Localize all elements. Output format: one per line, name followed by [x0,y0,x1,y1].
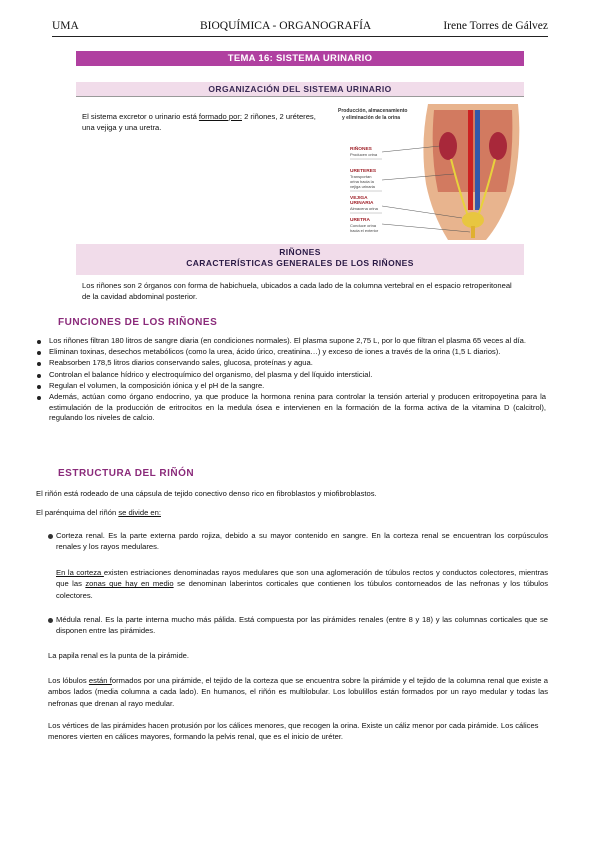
page-header [52,18,548,37]
kidney-left [439,132,457,160]
svg-text:vejiga urinaria: vejiga urinaria [350,184,375,189]
kidney-right [489,132,507,160]
lobulos-paragraph: Los lóbulos están formados por una pirámide, el tejido de la corteza que se encuentra sobre la pirámide y el tejido de la columna renal que existe a ambos lados (media columna a cada lado). En humanos, el riñón es multilobular. Los lobulillos están formados por un rayo medular y todas las nefronas que drenan al rayo medular. [48,676,548,708]
bullet-dot [48,618,53,623]
svg-text:Producen orina: Producen orina [350,152,378,157]
corteza-detail-paragraph: En la corteza existen estriaciones denominadas rayos medulares que son una aglomeración de túbulos rectos y conductos colectores, mientras que las zonas que hay en medio se denominan laberintos corticales que contienen los túbulos contorneados de las nefronas y los túbulos colectores. [56,568,548,600]
header-left: UMA [52,20,79,32]
funciones-heading: FUNCIONES DE LOS RIÑONES [58,317,218,328]
list-item: Además, actúan como órgano endocrino, ya que produce la hormona renina para controlar la tensión arterial y producen eritropoyetina para la estimulación de la producción de eritrocitos en la medula ósea e intervienen en la formación de la forma activa de la vitamina D (calcitrol), regulando los niveles de calcio. [36,392,546,424]
urinary-system-diagram [336,104,524,240]
list-item: Eliminan toxinas, desechos metabólicos (como la urea, ácido úrico, creatinina…) y exceso de iones a través de la orina (1,5 L diarios). [36,347,546,358]
section-heading-rinones [76,244,524,275]
caracteristicas-heading: CARACTERÍSTICAS GENERALES DE LOS RIÑONES [186,258,414,268]
estructura-paragraph-2: El parénquima del riñón se divide en: [36,508,161,517]
diagram-title-2: y eliminación de la orina [342,115,401,121]
funciones-list [36,336,546,424]
rinones-intro: Los riñones son 2 órganos con forma de habichuela, ubicados a cada lado de la columna vertebral en el espacio retroperitoneal de la cavidad abdominal posterior. [82,281,512,302]
corteza-paragraph: Corteza renal. Es la parte externa pardo rojiza, debido a su mayor contenido en sangre. En la corteza renal se encuentran los corpúsculos renales y los rayos medulares. [56,531,548,552]
svg-text:Conduce orina: Conduce orina [350,223,377,228]
header-center: BIOQUÍMICA - ORGANOGRAFÍA [200,20,372,32]
medula-paragraph: Médula renal. Es la parte interna mucho más pálida. Está compuesta por las pirámides renales (entre 8 y 18) y las columnas corticales que se disponen entre las pirámides. [56,615,548,636]
svg-text:VEJIGA: VEJIGA [350,196,368,201]
svg-text:URINARIA: URINARIA [350,201,374,206]
list-item: Los riñones filtran 180 litros de sangre diaria (en condiciones normales). El plasma supone 2,75 L, por lo que filtran el plasma 65 veces al día. [36,336,546,347]
svg-text:orina hacia la: orina hacia la [350,179,374,184]
svg-text:Almacena orina: Almacena orina [350,206,378,211]
papila-paragraph: La papila renal es la punta de la pirámide. [48,651,189,660]
bullet-dot [48,534,53,539]
rinones-heading: RIÑONES [279,247,321,257]
header-right: Irene Torres de Gálvez [443,20,548,32]
svg-text:RIÑONES: RIÑONES [350,147,372,152]
estructura-paragraph-1: El riñón está rodeado de una cápsula de tejido conectivo denso rico en fibroblastos y miofibroblastos. [36,489,377,498]
list-item: Reabsorben 178,5 litros diarios conservando sales, glucosa, proteínas y agua. [36,358,546,369]
list-item: Regulan el volumen, la composición iónica y el pH de la sangre. [36,381,546,392]
bladder [462,212,484,228]
intro-paragraph: El sistema excretor o urinario está formado por: 2 riñones, 2 uréteres, una vejiga y una uretra. [82,112,316,133]
estructura-heading: ESTRUCTURA DEL RIÑÓN [58,468,195,479]
topic-title: TEMA 16: SISTEMA URINARIO [76,51,524,66]
vertices-paragraph: Los vértices de las pirámides hacen protusión por los cálices menores, que recogen la orina. Existe un cáliz menor por cada pirámide. Los cálices menores vierten en cálices mayores, formando la pelvis renal, que es el inicio de uréter. [48,721,539,742]
svg-text:URETRA: URETRA [350,218,370,223]
svg-text:URETERES: URETERES [350,169,377,174]
svg-text:hacia el exterior: hacia el exterior [350,228,379,233]
list-item: Controlan el balance hídrico y electroquímico del organismo, del plasma y del líquido intersticial. [36,370,546,381]
section-heading-organizacion: ORGANIZACIÓN DEL SISTEMA URINARIO [76,82,524,97]
svg-text:Transportan: Transportan [350,174,372,179]
diagram-title-1: Producción, almacenamiento [338,108,408,114]
